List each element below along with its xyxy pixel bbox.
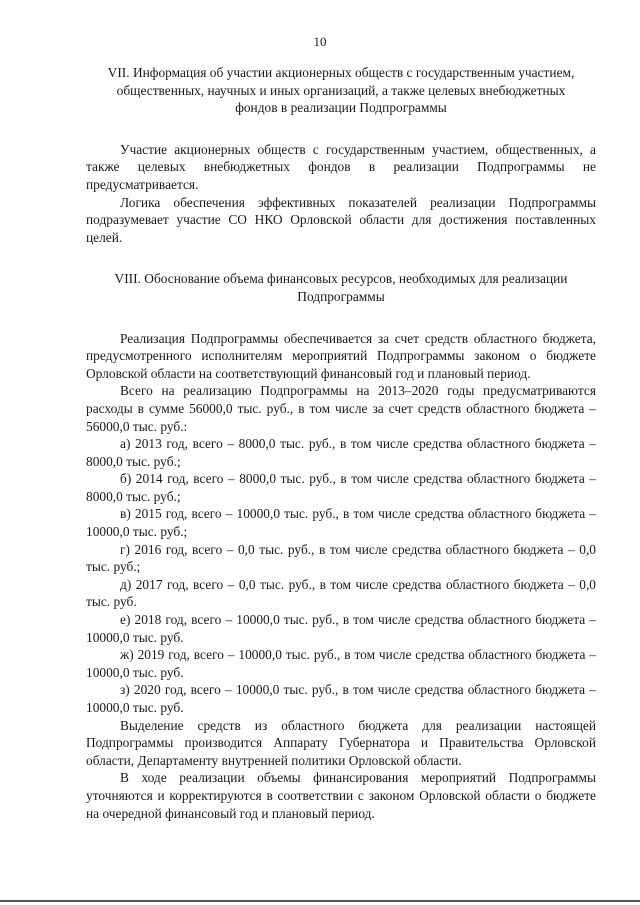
funding-item-2014: б) 2014 год, всего – 8000,0 тыс. руб., в том числе средства областного бюджета – 8000,0 тыс. руб.; bbox=[86, 471, 596, 504]
funding-item-2013: а) 2013 год, всего – 8000,0 тыс. руб., в том числе средства областного бюджета – 8000,0 тыс. руб.; bbox=[86, 436, 596, 469]
page-content bbox=[86, 64, 596, 822]
funding-item-2015: в) 2015 год, всего – 10000,0 тыс. руб., в том числе средства областного бюджета – 10000,0 тыс. руб.; bbox=[86, 506, 596, 540]
scan-bottom-edge bbox=[0, 900, 640, 902]
section-7-paragraph: Участие акционерных обществ с государственным участием, общественных, а также целевых внебюджетных фондов в реализации Подпрограммы не предусматривается. bbox=[86, 141, 596, 192]
section-8-paragraph: Всего на реализацию Подпрограммы на 2013–2020 годы предусматриваются расходы в сумме 56000,0 тыс. руб., в том числе за счет средств областного бюджета – 56000,0 тыс. руб.: bbox=[86, 383, 596, 434]
section-8-paragraph: В ходе реализации объемы финансирования мероприятий Подпрограммы уточняются и корректируются в соответствии с законом Орловской области о бюджете на очередной финансовый год и плановый период. bbox=[86, 770, 596, 821]
section-8-heading: VIII. Обоснование объема финансовых ресурсов, необходимых для реализации Подпрограммы bbox=[114, 271, 568, 304]
section-8-paragraph: Выделение средств из областного бюджета для реализации настоящей Подпрограммы производится Аппарату Губернатора и Правительства Орловской области, Департаменту внутренней политики Орловской области. bbox=[86, 717, 596, 768]
section-8-paragraph: Реализация Подпрограммы обеспечивается за счет средств областного бюджета, предусмотренного исполнителям мероприятий Подпрограммы законом о бюджете Орловской области на соответствующий финансовый год и плановый период. bbox=[86, 330, 596, 381]
funding-item-2016: г) 2016 год, всего – 0,0 тыс. руб., в том числе средства областного бюджета – 0,0 тыс. руб.; bbox=[86, 541, 596, 575]
funding-item-2017: д) 2017 год, всего – 0,0 тыс. руб., в том числе средства областного бюджета – 0,0 тыс. руб. bbox=[86, 576, 596, 610]
page-number: 10 bbox=[313, 34, 327, 49]
section-7-heading: VII. Информация об участии акционерных обществ с государственным участием, общественных, научных и иных организаций, а также целевых внебюджетных фондов в реализации Подпрограммы bbox=[107, 65, 575, 116]
section-7-paragraph: Логика обеспечения эффективных показателей реализации Подпрограммы подразумевает участие СО НКО Орловской области для достижения поставленных целей. bbox=[86, 194, 596, 245]
funding-item-2019: ж) 2019 год, всего – 10000,0 тыс. руб., в том числе средства областного бюджета – 10000,0 тыс. руб. bbox=[86, 647, 596, 680]
funding-item-2018: е) 2018 год, всего – 10000,0 тыс. руб., в том числе средства областного бюджета – 10000,0 тыс. руб. bbox=[86, 612, 596, 645]
funding-item-2020: з) 2020 год, всего – 10000,0 тыс. руб., в том числе средства областного бюджета – 10000,0 тыс. руб. bbox=[86, 682, 596, 715]
